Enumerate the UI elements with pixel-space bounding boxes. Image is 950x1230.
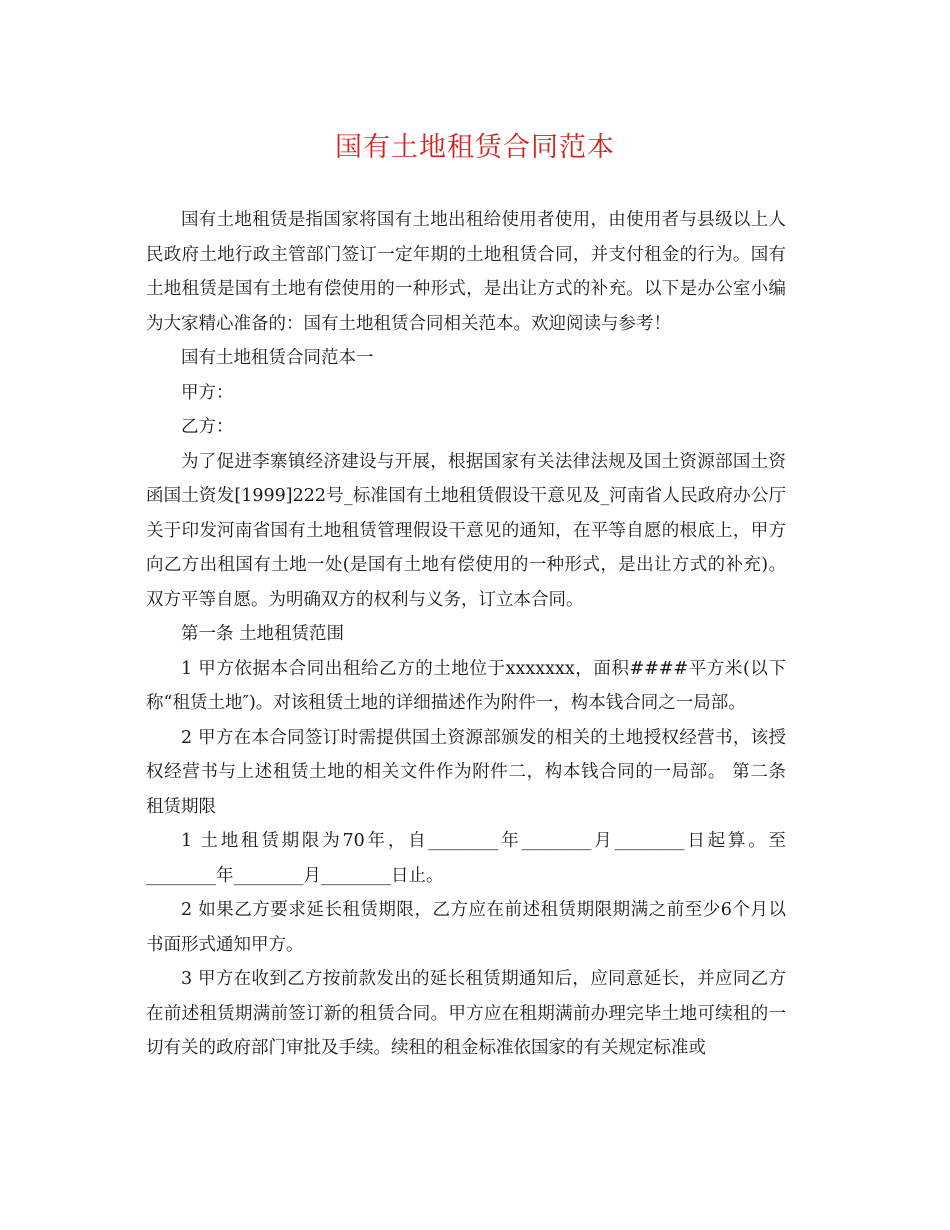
intro-paragraph: 国有土地租赁是指国家将国有土地出租给使用者使用，由使用者与县级以上人民政府土地行政主管部门签订一定年期的土地租赁合同，并支付租金的行为。国有土地租赁是国有土地有偿使用的一种形式，是出让方式的补充。以下是办公室小编为大家精心准备的：国有土地租赁合同相关范本。欢迎阅读与参考！ — [146, 210, 786, 334]
article-one-heading: 第一条 土地租赁范围 — [181, 624, 345, 644]
clause-paragraph: 2 如果乙方要求延长租赁期限，乙方应在前述租赁期限期满之前至少6个月以书面形式通知甲方。 — [146, 900, 786, 955]
clause-paragraph: 1 甲方依据本合同出租给乙方的土地位于xxxxxxx，面积####平方米(以下称“租赁土地″)。对该租赁土地的详细描述作为附件一，构本钱合同之一局部。 — [146, 658, 786, 713]
party-a-line: 甲方： — [181, 382, 234, 403]
preamble-paragraph: 为了促进李寨镇经济建设与开展，根据国家有关法律法规及国土资源部国土资函国土资发[1999]222号_标准国有土地租赁假设干意见及_河南省人民政府办公厅关于印发河南省国有土地租赁管理假设干意见的通知，在平等自愿的根底上，甲方向乙方出租国有土地一处(是国有土地有偿使用的一种形式，是出让方式的补充)。双方平等自愿。为明确双方的权利与义务，订立本合同。 — [146, 451, 786, 610]
party-b-line: 乙方： — [181, 417, 234, 437]
clause-paragraph: 2 甲方在本合同签订时需提供国土资源部颁发的相关的土地授权经营书，该授权经营书与上述租赁土地的相关文件作为附件二，构本钱合同的一局部。 第二条 租赁期限 — [146, 727, 786, 817]
document-title: 国有土地租赁合同范本 — [335, 132, 615, 163]
clause-paragraph: 3 甲方在收到乙方按前款发出的延长租赁期通知后，应同意延长，并应同乙方在前述租赁期满前签订新的租赁合同。甲方应在租期满前办理完毕土地可续租的一切有关的政府部门审批及手续。续租的租金标准依国家的有关规定标准或 — [146, 969, 786, 1058]
document-body — [146, 203, 786, 1066]
clause-paragraph: 1 土地租赁期限为70年，自________年________月________日起算。至________年________月________日止。 — [146, 831, 786, 886]
contract-heading: 国有土地租赁合同范本一 — [181, 348, 374, 368]
